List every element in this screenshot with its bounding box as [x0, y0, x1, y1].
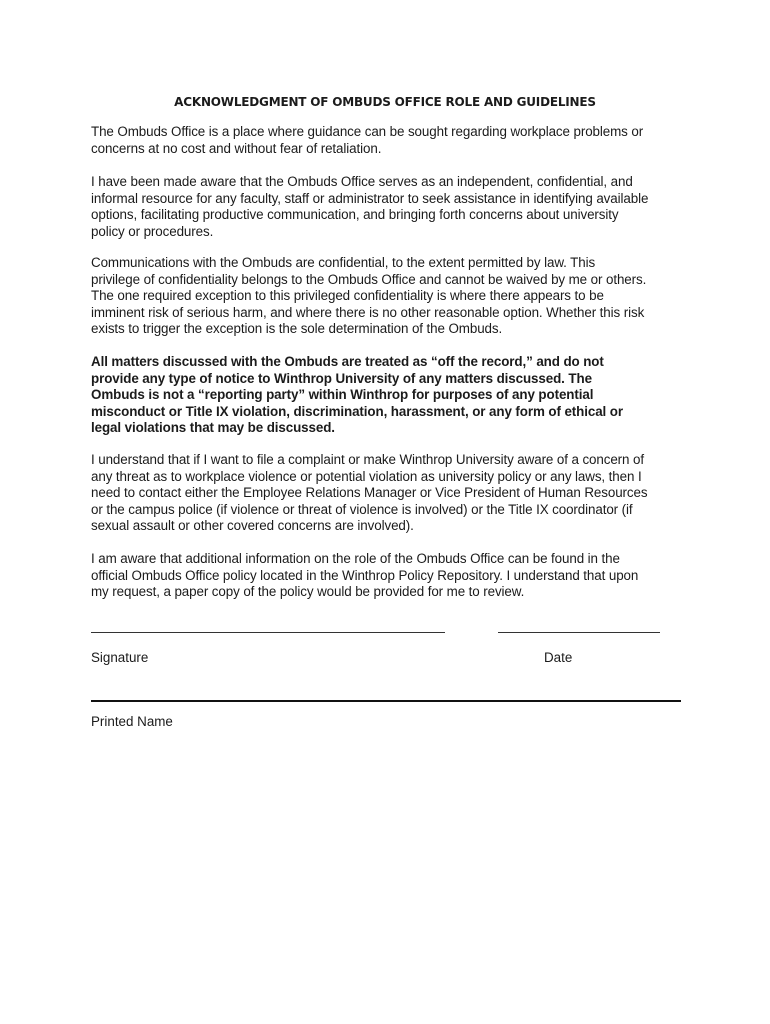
paragraph-line: sexual assault or other covered concerns are involved). [91, 518, 414, 533]
paragraph-line: I understand that if I want to file a complaint or make Winthrop University aware of a concern of [91, 452, 644, 467]
paragraph-intro [91, 124, 681, 157]
paragraph-line: need to contact either the Employee Relations Manager or Vice President of Human Resources [91, 485, 648, 500]
paragraph-line: provide any type of notice to Winthrop University of any matters discussed. The [91, 370, 592, 386]
printed-name-line[interactable] [91, 700, 681, 702]
paragraph-line: I am aware that additional information on the role of the Ombuds Office can be found in the [91, 551, 620, 566]
paragraph-line: concerns at no cost and without fear of retaliation. [91, 140, 382, 156]
paragraph-line: privilege of confidentiality belongs to the Ombuds Office and cannot be waived by me or others. [91, 271, 647, 287]
paragraph-line: my request, a paper copy of the policy would be provided for me to review. [91, 584, 525, 599]
paragraph-line: Ombuds is not a “reporting party” within Winthrop for purposes of any potential [91, 387, 594, 402]
paragraph-line: imminent risk of serious harm, and where there is no other reasonable option. Whether this risk [91, 304, 645, 320]
paragraph-off-record-notice [91, 354, 681, 437]
paragraph-line: legal violations that may be discussed. [91, 420, 335, 435]
date-label: Date [544, 650, 573, 665]
date-line[interactable] [498, 632, 660, 633]
paragraph-line: any threat as to workplace violence or potential violation as university policy or any laws, then I [91, 468, 642, 484]
paragraph-line: informal resource for any faculty, staff or administrator to seek assistance in identifying available [91, 190, 649, 206]
paragraph-confidentiality [91, 255, 681, 338]
paragraph-line: The one required exception to this privileged confidentiality is where there appears to be [91, 288, 604, 303]
paragraph-line: options, facilitating productive communication, and bringing forth concerns about university [91, 207, 619, 222]
paragraph-line: The Ombuds Office is a place where guidance can be sought regarding workplace problems or [91, 124, 644, 139]
paragraph-policy-repository [91, 551, 681, 601]
signature-line[interactable] [91, 632, 445, 633]
paragraph-reporting-contacts [91, 452, 681, 535]
paragraph-line: Communications with the Ombuds are confidential, to the extent permitted by law. This [91, 255, 596, 270]
paragraph-line: exists to trigger the exception is the sole determination of the Ombuds. [91, 321, 503, 336]
paragraph-line: or the campus police (if violence or threat of violence is involved) or the Title IX coordinator (if [91, 501, 633, 517]
paragraph-line: policy or procedures. [91, 223, 214, 239]
paragraph-line: official Ombuds Office policy located in the Winthrop Policy Repository. I understand that upon [91, 567, 639, 583]
paragraph-line: I have been made aware that the Ombuds Office serves as an independent, confidential, and [91, 174, 633, 189]
paragraph-awareness [91, 174, 681, 240]
paragraph-line: All matters discussed with the Ombuds are treated as “off the record,” and do not [91, 354, 604, 369]
document-title: ACKNOWLEDGMENT OF OMBUDS OFFICE ROLE AND GUIDELINES [174, 95, 596, 109]
printed-name-label: Printed Name [91, 714, 173, 729]
signature-label: Signature [91, 650, 149, 665]
paragraph-line: misconduct or Title IX violation, discrimination, harassment, or any form of ethical or [91, 403, 623, 419]
